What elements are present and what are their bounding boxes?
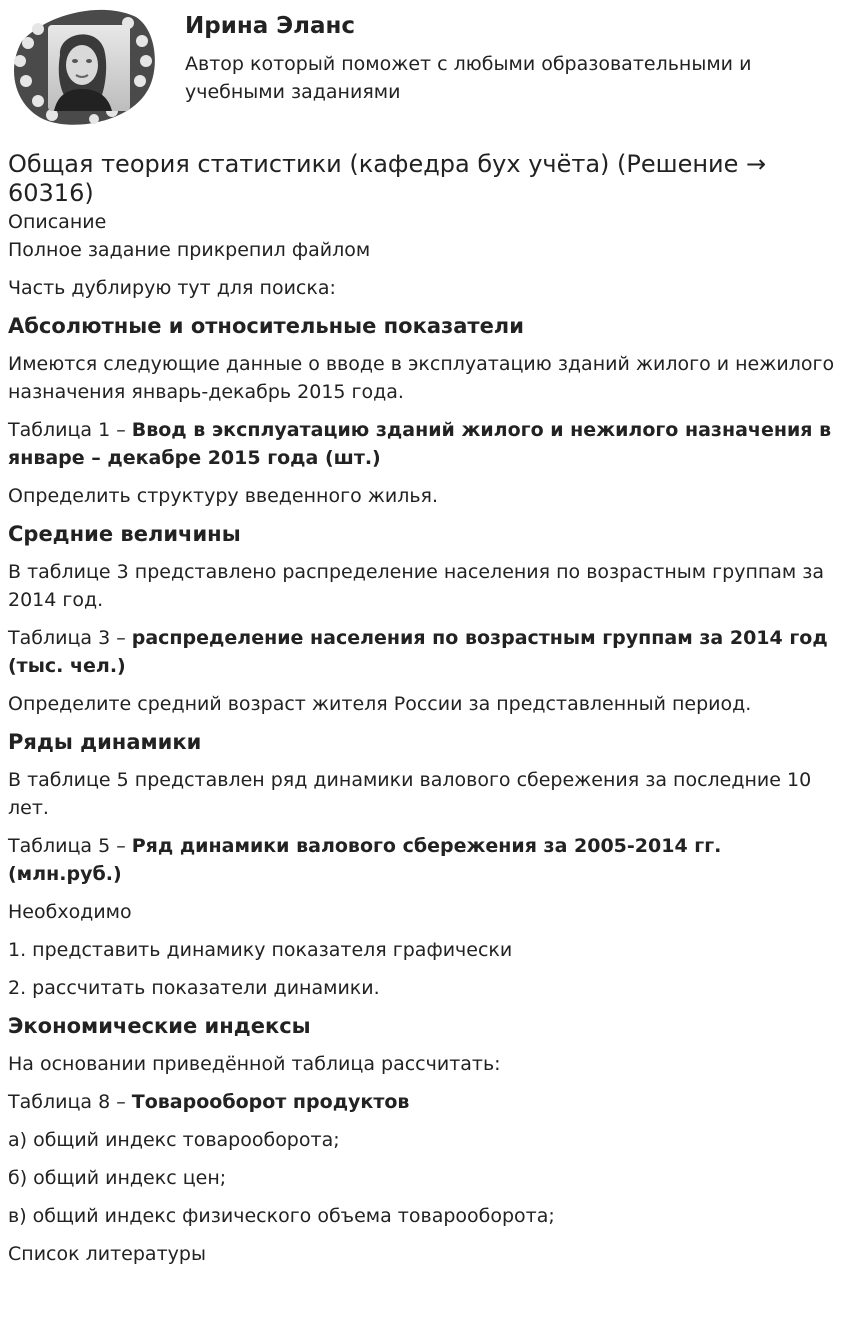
list-item: 2. рассчитать показатели динамики.	[8, 977, 380, 999]
section-intro: В таблице 3 представлено распределение населения по возрастным группам за 2014 год.	[8, 561, 825, 611]
section-heading-dynamics: Ряды динамики	[8, 730, 202, 754]
section-intro: Имеются следующие данные о вводе в эксплуатацию зданий жилого и нежилого назначения январь-декабрь 2015 года.	[8, 353, 835, 403]
table-prefix: Таблица 8 –	[8, 1091, 132, 1113]
table-title: распределение населения по возрастным группам за 2014 год (тыс. чел.)	[8, 627, 828, 677]
table-title: Ввод в эксплуатацию зданий жилого и нежилого назначения в январе – декабре 2015 года (шт.)	[8, 419, 832, 469]
section-need: Необходимо	[8, 901, 132, 923]
attached-note: Полное задание прикрепил файлом	[8, 239, 371, 261]
list-item: а) общий индекс товарооборота;	[8, 1129, 340, 1151]
table-title: Ряд динамики валового сбережения за 2005-2014 гг. (млн.руб.)	[8, 835, 722, 885]
table-prefix: Таблица 1 –	[8, 419, 132, 441]
table-prefix: Таблица 3 –	[8, 627, 132, 649]
section-task: Определить структуру введенного жилья.	[8, 485, 439, 507]
list-item: в) общий индекс физического объема товарооборота;	[8, 1205, 555, 1227]
table-caption	[8, 1088, 839, 1116]
literature-label: Список литературы	[8, 1243, 206, 1265]
duplicate-note: Часть дублирую тут для поиска:	[8, 277, 336, 299]
description-label: Описание	[8, 211, 107, 233]
author-info	[185, 0, 839, 106]
author-avatar[interactable]	[8, 3, 158, 128]
table-title: Товарооборот продуктов	[131, 1091, 410, 1113]
author-description: Автор который поможет с любыми образовательными и учебными заданиями	[185, 53, 752, 103]
section-heading-indexes: Экономические индексы	[8, 1014, 311, 1038]
section-task: Определите средний возраст жителя России за представленный период.	[8, 693, 752, 715]
list-item: б) общий индекс цен;	[8, 1167, 227, 1189]
table-caption	[8, 624, 839, 680]
section-heading-absolute: Абсолютные и относительные показатели	[8, 314, 524, 338]
author-block	[8, 0, 839, 142]
section-intro: На основании приведённой таблица рассчитать:	[8, 1053, 501, 1075]
page-title: Общая теория статистики (кафедра бух учёта) (Решение → 60316)	[8, 150, 767, 207]
list-item: 1. представить динамику показателя графически	[8, 939, 513, 961]
section-intro: В таблице 5 представлен ряд динамики валового сбережения за последние 10 лет.	[8, 769, 812, 819]
film-frame-avatar-image	[8, 3, 158, 128]
table-prefix: Таблица 5 –	[8, 835, 132, 857]
section-heading-averages: Средние величины	[8, 522, 241, 546]
author-name[interactable]: Ирина Эланс	[185, 13, 356, 39]
table-caption	[8, 416, 839, 472]
table-caption	[8, 832, 839, 888]
